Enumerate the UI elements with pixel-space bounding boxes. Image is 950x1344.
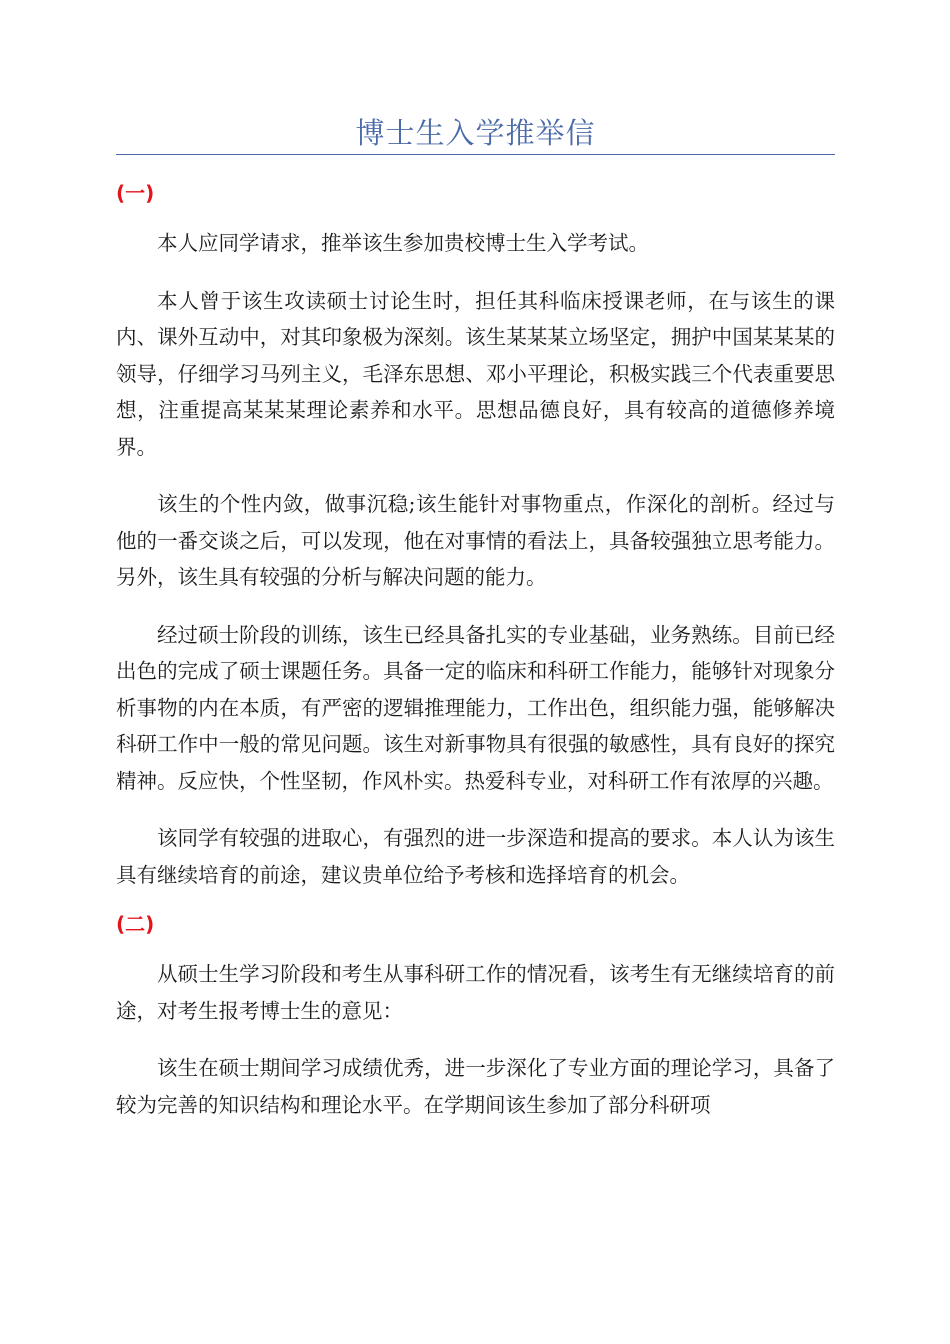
section-heading-2: (二) <box>116 912 155 936</box>
title-underline <box>116 154 835 155</box>
paragraph: 该同学有较强的进取心，有强烈的进一步深造和提高的要求。本人认为该生具有继续培育的前途，建议贵单位给予考核和选择培育的机会。 <box>116 826 835 887</box>
document-page <box>116 0 835 1123</box>
paragraph: 经过硕士阶段的训练，该生已经具备扎实的专业基础，业务熟练。目前已经出色的完成了硕士课题任务。具备一定的临床和科研工作能力，能够针对现象分析事物的内在本质，有严密的逻辑推理能力，工作出色，组织能力强，能够解决科研工作中一般的常见问题。该生对新事物具有很强的敏感性，具有良好的探究精神。反应快，个性坚韧，作风朴实。热爱科专业，对科研工作有浓厚的兴趣。 <box>116 622 835 793</box>
section-heading-1: (一) <box>116 181 155 205</box>
paragraph: 从硕士生学习阶段和考生从事科研工作的情况看，该考生有无继续培育的前途，对考生报考博士生的意见： <box>116 962 835 1023</box>
paragraph: 该生在硕士期间学习成绩优秀，进一步深化了专业方面的理论学习，具备了较为完善的知识结构和理论水平。在学期间该生参加了部分科研项 <box>116 1056 835 1117</box>
paragraph: 本人应同学请求，推举该生参加贵校博士生入学考试。 <box>157 231 649 255</box>
document-title: 博士生入学推举信 <box>355 116 596 150</box>
paragraph: 本人曾于该生攻读硕士讨论生时，担任其科临床授课老师，在与该生的课内、课外互动中，对其印象极为深刻。该生某某某立场坚定，拥护中国某某某的领导，仔细学习马列主义，毛泽东思想、邓小平理论，积极实践三个代表重要思想，注重提高某某某理论素养和水平。思想品德良好，具有较高的道德修养境界。 <box>116 288 835 459</box>
paragraph: 该生的个性内敛，做事沉稳;该生能针对事物重点，作深化的剖析。经过与他的一番交谈之后，可以发现，他在对事情的看法上，具备较强独立思考能力。另外，该生具有较强的分析与解决问题的能力。 <box>116 492 835 589</box>
